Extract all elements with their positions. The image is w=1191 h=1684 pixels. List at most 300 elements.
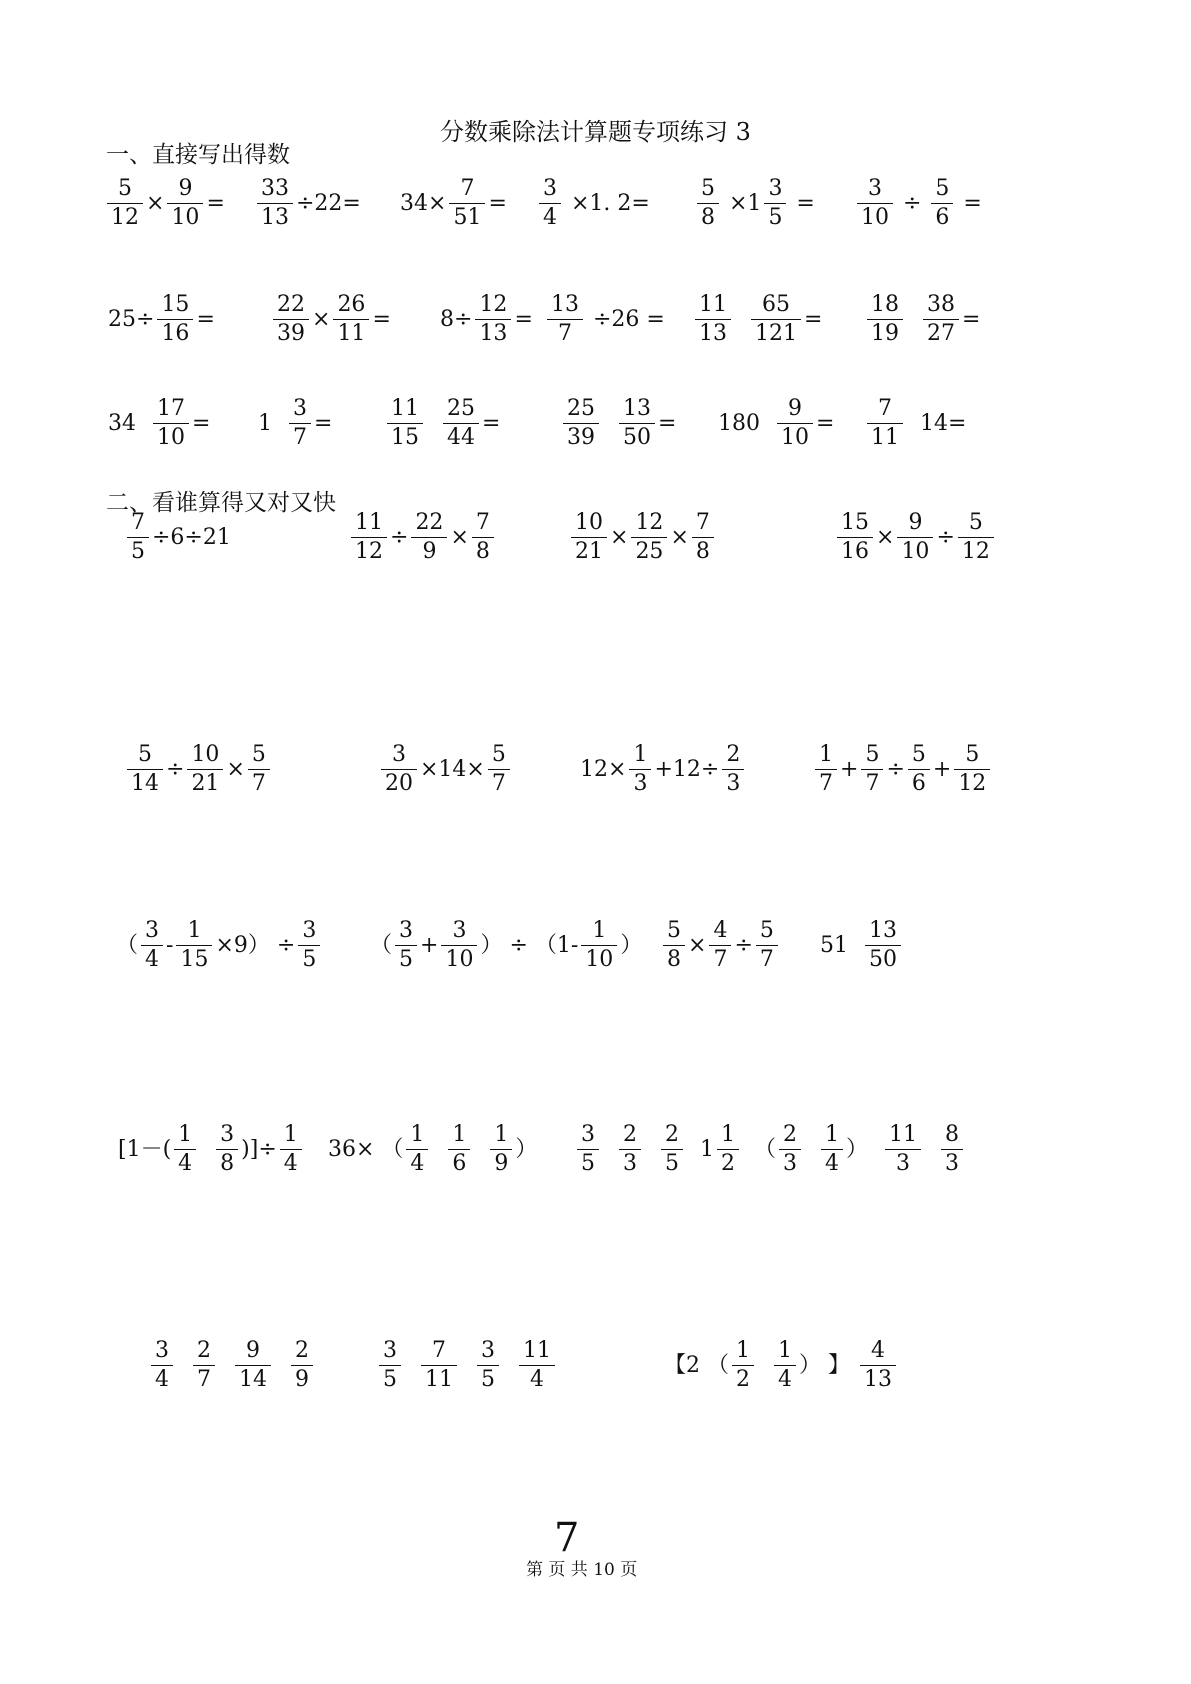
fraction <box>779 398 811 449</box>
fraction <box>621 398 653 449</box>
fraction <box>734 1340 752 1391</box>
numerator: 3 <box>383 1338 397 1363</box>
numerator: 3 <box>155 1338 169 1363</box>
operator-text: ÷ <box>936 524 955 550</box>
problem-r6-c3 <box>662 920 779 971</box>
denominator: 4 <box>821 1149 843 1175</box>
operator-text: 1 <box>258 410 286 436</box>
problem-r3-c4 <box>562 398 678 449</box>
numerator: 2 <box>295 1338 309 1363</box>
fraction <box>443 920 475 971</box>
denominator: 5 <box>379 1365 401 1391</box>
operator-text: 180 <box>718 410 774 436</box>
problem-r1-c2 <box>256 178 363 229</box>
denominator: 12 <box>954 769 990 795</box>
operator-text: ×9） ÷ <box>215 932 296 958</box>
denominator: 21 <box>187 769 223 795</box>
operator-text: ÷6÷21 <box>152 524 231 550</box>
fraction <box>259 178 291 229</box>
denominator: 8 <box>216 1149 238 1175</box>
fraction <box>631 744 649 795</box>
problem-r3-c5 <box>716 398 836 449</box>
denominator: 4 <box>280 1149 302 1175</box>
denominator: 9 <box>490 1149 512 1175</box>
numerator: 9 <box>787 396 802 421</box>
numerator: 5 <box>865 742 880 767</box>
denominator: 12 <box>107 203 143 229</box>
fraction <box>573 512 605 563</box>
fraction <box>250 744 268 795</box>
fraction <box>159 294 191 345</box>
fraction <box>169 178 201 229</box>
denominator: 51 <box>449 203 485 229</box>
fraction <box>719 1124 737 1175</box>
fraction <box>541 178 559 229</box>
operator-text <box>218 1355 232 1377</box>
fraction <box>565 398 597 449</box>
fraction <box>943 1124 961 1175</box>
fraction <box>413 512 445 563</box>
operator-text: [1－( <box>118 1136 172 1162</box>
operator-text: = <box>313 410 333 436</box>
problem-r6-c1 <box>114 920 321 971</box>
denominator: 4 <box>519 1365 555 1391</box>
fraction <box>490 744 508 795</box>
denominator: 9 <box>411 537 447 563</box>
problem-r5-c2 <box>380 744 511 795</box>
operator-text <box>644 1139 658 1161</box>
fraction <box>583 920 615 971</box>
operator-text <box>274 1355 288 1377</box>
operator-text <box>176 1355 190 1377</box>
operator-text: = <box>804 306 823 332</box>
operator-text <box>460 1355 474 1377</box>
denominator: 5 <box>298 945 320 971</box>
operator-text: + <box>840 756 859 782</box>
numerator: 5 <box>968 510 983 535</box>
denominator: 13 <box>475 319 511 345</box>
fraction <box>291 398 309 449</box>
operator-text <box>924 1139 938 1161</box>
numerator: 15 <box>841 510 869 535</box>
fraction <box>621 1124 639 1175</box>
fraction <box>899 512 931 563</box>
operator-text <box>602 1139 616 1161</box>
operator-text: × <box>226 756 245 782</box>
numerator: 3 <box>768 176 783 201</box>
fraction <box>694 512 712 563</box>
numerator: 1 <box>592 918 607 943</box>
operator-text: + <box>932 756 952 782</box>
numerator: 11 <box>355 510 383 535</box>
denominator: 15 <box>176 945 212 971</box>
problem-r1-c6 <box>856 178 984 229</box>
numerator: 11 <box>699 292 727 317</box>
numerator: 9 <box>908 510 923 535</box>
numerator: 33 <box>261 176 289 201</box>
numerator: 7 <box>460 176 475 201</box>
denominator: 6 <box>908 769 930 795</box>
problem-r4-c1 <box>126 512 233 563</box>
operator-text: × <box>312 306 331 332</box>
fraction <box>178 920 210 971</box>
denominator: 10 <box>581 945 617 971</box>
operator-text: - <box>166 932 174 958</box>
denominator: 16 <box>157 319 193 345</box>
operator-text: （ <box>116 932 139 958</box>
operator-text: ÷ <box>166 756 185 782</box>
fraction <box>724 744 742 795</box>
fraction <box>153 1340 171 1391</box>
fraction <box>451 178 483 229</box>
operator-text: ÷ <box>886 756 905 782</box>
denominator: 9 <box>291 1365 313 1391</box>
operator-text: ÷ <box>390 524 409 550</box>
fraction <box>711 920 729 971</box>
numerator: 3 <box>145 918 160 943</box>
operator-text: = <box>962 306 981 332</box>
numerator: 7 <box>131 510 145 535</box>
operator-text: )]÷ <box>241 1136 277 1162</box>
operator-text <box>473 1139 487 1161</box>
numerator: 2 <box>623 1122 637 1147</box>
denominator: 4 <box>406 1149 428 1175</box>
denominator: 10 <box>777 423 813 449</box>
problem-r1-c3 <box>398 178 509 229</box>
problem-r6-c2 <box>368 920 644 971</box>
denominator: 2 <box>717 1149 739 1175</box>
operator-text: = <box>191 410 211 436</box>
problem-r5-c4 <box>814 744 991 795</box>
operator-text <box>804 1139 818 1161</box>
numerator: 17 <box>156 396 185 421</box>
denominator: 7 <box>289 423 311 449</box>
problem-r4-c3 <box>570 512 715 563</box>
numerator: 3 <box>302 918 317 943</box>
denominator: 7 <box>709 945 731 971</box>
numerator: 1 <box>452 1122 467 1147</box>
operator-text: ÷26 = <box>586 306 665 332</box>
fraction <box>353 512 385 563</box>
operator-text <box>502 1355 516 1377</box>
denominator: 5 <box>395 945 417 971</box>
operator-text: +12÷ <box>654 756 720 782</box>
denominator: 3 <box>629 769 651 795</box>
numerator: 3 <box>392 742 406 767</box>
problem-r1-c5 <box>696 178 817 229</box>
numerator: 22 <box>415 510 444 535</box>
numerator: 3 <box>481 1338 495 1363</box>
fraction <box>869 398 901 449</box>
operator-text: = <box>488 190 507 216</box>
operator-text: × <box>688 932 707 958</box>
operator-text <box>906 309 920 331</box>
denominator: 13 <box>695 319 731 345</box>
operator-text: ） <box>515 1136 538 1162</box>
operator-text: = <box>196 306 215 332</box>
operator-text: 34× <box>400 190 447 216</box>
numerator: 65 <box>762 292 790 317</box>
denominator: 121 <box>751 319 801 345</box>
fraction <box>450 1124 468 1175</box>
numerator: 5 <box>491 742 506 767</box>
numerator: 15 <box>161 292 190 317</box>
numerator: 25 <box>447 396 475 421</box>
operator-text: ×1 <box>722 190 762 216</box>
fraction <box>839 512 871 563</box>
fraction <box>579 1124 597 1175</box>
denominator: 6 <box>931 203 953 229</box>
numerator: 3 <box>292 396 307 421</box>
fraction <box>925 294 957 345</box>
numerator: 10 <box>191 742 220 767</box>
operator-text: ÷ <box>734 932 753 958</box>
numerator: 5 <box>701 176 715 201</box>
fraction <box>753 294 799 345</box>
operator-text: × <box>450 524 469 550</box>
fraction <box>176 1124 194 1175</box>
fraction <box>383 744 415 795</box>
operator-text: = <box>372 306 391 332</box>
denominator: 16 <box>837 537 873 563</box>
page-title: 分数乘除法计算题专项练习 3 <box>440 118 751 146</box>
numerator: 3 <box>543 176 557 201</box>
numerator: 13 <box>623 396 651 421</box>
denominator: 8 <box>692 537 714 563</box>
operator-text <box>757 1355 771 1377</box>
operator-text: × <box>876 524 895 550</box>
problem-r2-c1 <box>106 294 217 345</box>
denominator: 4 <box>539 203 561 229</box>
fraction <box>781 1124 799 1175</box>
operator-text: = <box>206 190 225 216</box>
operator-text: = <box>789 190 815 216</box>
denominator: 5 <box>764 203 786 229</box>
page-number: 7 <box>554 1515 580 1561</box>
numerator: 5 <box>965 742 980 767</box>
operator-text: 51 <box>820 932 862 958</box>
numerator: 1 <box>283 1122 298 1147</box>
denominator: 39 <box>563 423 599 449</box>
fraction <box>697 294 729 345</box>
operator-text: = <box>815 410 835 436</box>
numerator: 11 <box>391 396 419 421</box>
fraction <box>479 1340 497 1391</box>
operator-text: （ <box>754 1136 777 1162</box>
fraction <box>766 178 784 229</box>
fraction <box>143 920 161 971</box>
numerator: 9 <box>246 1338 260 1363</box>
numerator: 4 <box>871 1338 885 1363</box>
fraction <box>863 744 881 795</box>
denominator: 3 <box>941 1149 963 1175</box>
operator-text: × <box>670 524 689 550</box>
fraction <box>408 1124 426 1175</box>
numerator: 1 <box>494 1122 509 1147</box>
fraction <box>275 294 307 345</box>
operator-text: ÷ <box>896 190 929 216</box>
fraction <box>956 744 988 795</box>
denominator: 6 <box>448 1149 470 1175</box>
numerator: 7 <box>878 396 892 421</box>
denominator: 4 <box>174 1149 196 1175</box>
operator-text: （ <box>370 932 393 958</box>
problem-r7-c2 <box>326 1124 539 1175</box>
denominator: 12 <box>351 537 387 563</box>
numerator: 8 <box>945 1122 960 1147</box>
problem-r8-c2 <box>378 1340 556 1391</box>
problem-r3-c3 <box>386 398 502 449</box>
numerator: 7 <box>695 510 710 535</box>
denominator: 50 <box>619 423 655 449</box>
numerator: 38 <box>927 292 955 317</box>
denominator: 21 <box>571 537 607 563</box>
denominator: 7 <box>547 319 583 345</box>
page-count-text: 第 页 共 10 页 <box>526 1560 638 1580</box>
problem-r1-c4 <box>538 178 652 229</box>
denominator: 3 <box>619 1149 641 1175</box>
problem-r7-c1 <box>116 1124 303 1175</box>
fraction <box>218 1124 236 1175</box>
fraction <box>859 178 891 229</box>
denominator: 13 <box>257 203 293 229</box>
fraction <box>189 744 221 795</box>
fraction <box>862 1340 894 1391</box>
fraction <box>474 512 492 563</box>
operator-text: 8÷ <box>440 306 473 332</box>
denominator: 15 <box>387 423 423 449</box>
denominator: 44 <box>443 423 479 449</box>
numerator: 4 <box>713 918 728 943</box>
operator-text: = <box>482 410 501 436</box>
denominator: 19 <box>867 319 903 345</box>
numerator: 5 <box>251 742 266 767</box>
operator-text: = <box>956 190 982 216</box>
numerator: 18 <box>871 292 899 317</box>
operator-text <box>734 309 748 331</box>
denominator: 12 <box>958 537 994 563</box>
denominator: 5 <box>127 537 149 563</box>
problem-r4-c4 <box>836 512 995 563</box>
fraction <box>663 1124 681 1175</box>
denominator: 25 <box>631 537 667 563</box>
denominator: 10 <box>167 203 203 229</box>
denominator: 20 <box>381 769 417 795</box>
fraction <box>933 178 951 229</box>
numerator: 5 <box>118 176 132 201</box>
fraction <box>960 512 992 563</box>
operator-text: 1 <box>686 1136 714 1162</box>
denominator: 10 <box>897 537 933 563</box>
denominator: 14 <box>127 769 163 795</box>
problem-r2-c3 <box>438 294 535 345</box>
numerator: 1 <box>736 1338 750 1363</box>
numerator: 2 <box>197 1338 211 1363</box>
numerator: 7 <box>432 1338 446 1363</box>
numerator: 9 <box>178 176 193 201</box>
numerator: 1 <box>720 1122 735 1147</box>
operator-text <box>431 1139 445 1161</box>
denominator: 8 <box>472 537 494 563</box>
numerator: 3 <box>581 1122 595 1147</box>
denominator: 5 <box>577 1149 599 1175</box>
numerator: 11 <box>523 1338 551 1363</box>
fraction <box>389 398 421 449</box>
problem-r4-c2 <box>350 512 495 563</box>
operator-text: × <box>146 190 165 216</box>
numerator: 11 <box>889 1122 918 1147</box>
numerator: 2 <box>726 742 741 767</box>
fraction <box>477 294 509 345</box>
denominator: 3 <box>722 769 744 795</box>
fraction <box>300 920 318 971</box>
fraction <box>776 1340 794 1391</box>
numerator: 13 <box>868 918 897 943</box>
fraction <box>381 1340 399 1391</box>
numerator: 10 <box>575 510 603 535</box>
denominator: 11 <box>333 319 369 345</box>
fraction <box>129 744 161 795</box>
problem-r1-c1 <box>106 178 227 229</box>
operator-text <box>199 1139 213 1161</box>
fraction <box>397 920 415 971</box>
numerator: 1 <box>187 918 202 943</box>
denominator: 4 <box>774 1365 796 1391</box>
numerator: 25 <box>567 396 595 421</box>
operator-text: + <box>420 932 439 958</box>
denominator: 11 <box>867 423 903 449</box>
fraction <box>129 512 147 563</box>
numerator: 3 <box>399 918 414 943</box>
denominator: 27 <box>923 319 959 345</box>
operator-text <box>426 413 440 435</box>
numerator: 5 <box>759 918 774 943</box>
fraction <box>237 1340 269 1391</box>
numerator: 5 <box>935 176 950 201</box>
operator-text: ） <box>846 1136 883 1162</box>
denominator: 3 <box>885 1149 921 1175</box>
numerator: 1 <box>410 1122 425 1147</box>
operator-text: ） 】 <box>799 1352 857 1378</box>
problem-r3-c1 <box>106 398 212 449</box>
denominator: 39 <box>273 319 309 345</box>
numerator: 7 <box>475 510 490 535</box>
fraction <box>887 1124 919 1175</box>
denominator: 7 <box>193 1365 215 1391</box>
problem-r2-c6 <box>866 294 982 345</box>
operator-text: 14= <box>906 410 967 436</box>
fraction <box>282 1124 300 1175</box>
operator-text: ） ÷ （1- <box>480 932 579 958</box>
numerator: 13 <box>551 292 579 317</box>
problem-r2-c4 <box>546 294 667 345</box>
operator-text: ×1. 2= <box>564 190 650 216</box>
fraction <box>910 744 928 795</box>
problem-r7-c3 <box>576 1124 740 1175</box>
numerator: 1 <box>778 1338 792 1363</box>
problem-r3-c6 <box>866 398 968 449</box>
problem-r7-c4 <box>752 1124 964 1175</box>
operator-text: × <box>610 524 629 550</box>
fraction <box>869 294 901 345</box>
fraction <box>758 920 776 971</box>
numerator: 1 <box>633 742 648 767</box>
numerator: 12 <box>635 510 664 535</box>
fraction <box>445 398 477 449</box>
numerator: 5 <box>138 742 152 767</box>
problem-r8-c3 <box>662 1340 897 1391</box>
numerator: 12 <box>479 292 508 317</box>
